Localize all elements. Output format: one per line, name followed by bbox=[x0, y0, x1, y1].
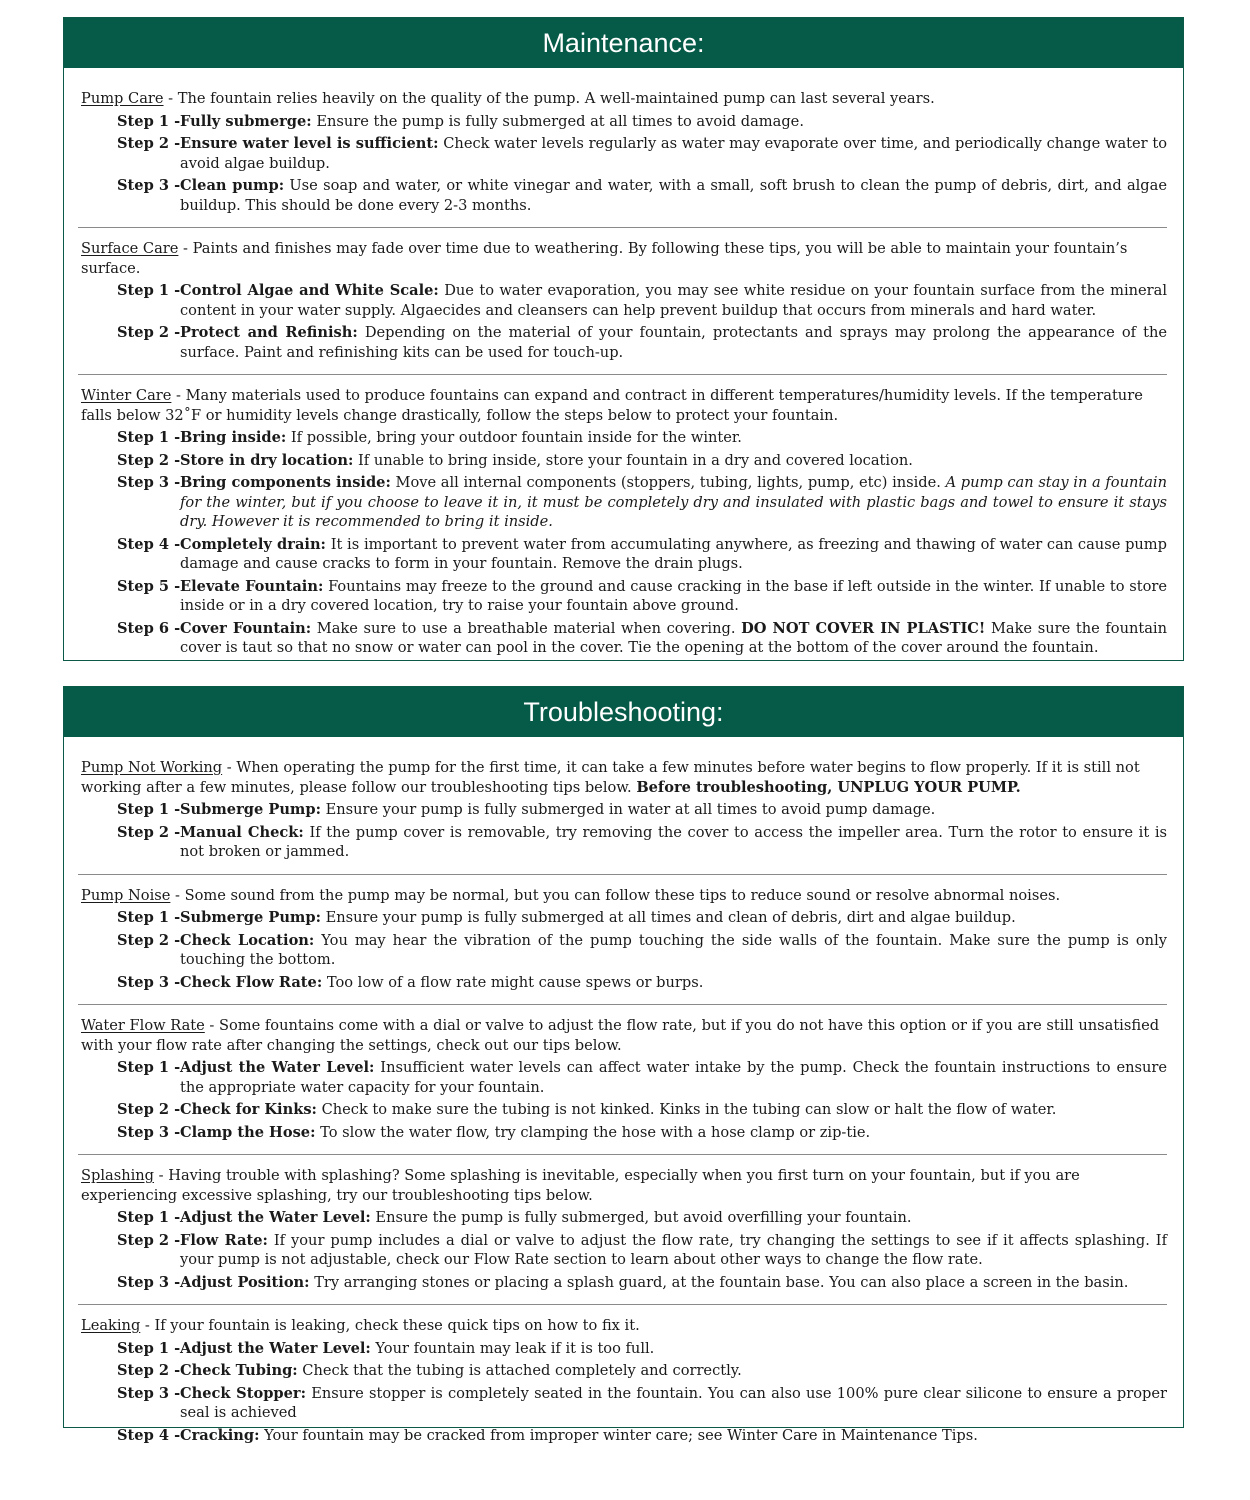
step-item bbox=[117, 1273, 1167, 1293]
step-heading: Cracking: bbox=[180, 1426, 260, 1444]
section bbox=[81, 1166, 1167, 1292]
section-intro-text: - The fountain relies heavily on the quality of the pump. A well-maintained pump can last several years. bbox=[163, 90, 935, 107]
step-heading: Clamp the Hose: bbox=[180, 1123, 316, 1141]
step-item bbox=[117, 619, 1167, 658]
step-heading: Manual Check: bbox=[180, 823, 304, 841]
step-number: Step 3 - bbox=[117, 1273, 181, 1291]
step-description: Insufficient water levels can affect water intake by the pump. Check the fountain instructions to ensure the appropriate water capacity for your fountain. bbox=[180, 1059, 1167, 1096]
step-description: Move all internal components (stoppers, tubing, lights, pump, etc) inside. bbox=[390, 474, 946, 491]
step-text bbox=[180, 1426, 1167, 1446]
maintenance-panel bbox=[63, 17, 1184, 661]
step-text bbox=[180, 1384, 1167, 1423]
step-number: Step 1 - bbox=[117, 112, 181, 130]
step-description: Your fountain may be cracked from improper winter care; see Winter Care in Maintenance Tips. bbox=[259, 1426, 978, 1444]
step-number: Step 3 - bbox=[117, 177, 181, 194]
step-description: To slow the water flow, try clamping the hose with a hose clamp or zip-tie. bbox=[315, 1123, 871, 1141]
section-divider bbox=[78, 1154, 1167, 1155]
step-text bbox=[180, 1339, 1167, 1359]
section-intro-warning: Before troubleshooting, UNPLUG YOUR PUMP. bbox=[636, 778, 1021, 796]
step-number: Step 2 - bbox=[117, 931, 181, 949]
step-item bbox=[117, 1426, 1167, 1446]
step-heading: Bring inside: bbox=[180, 429, 287, 446]
section bbox=[81, 239, 1167, 362]
section-divider bbox=[78, 874, 1167, 875]
section-intro-text: - If your fountain is leaking, check these quick tips on how to fix it. bbox=[140, 1317, 640, 1334]
section-intro bbox=[81, 758, 1167, 797]
step-number: Step 5 - bbox=[117, 577, 181, 595]
section-title: Splashing bbox=[81, 1167, 155, 1184]
step-item bbox=[117, 428, 1167, 448]
step-text bbox=[180, 619, 1167, 658]
step-text bbox=[180, 931, 1167, 970]
step-item bbox=[117, 112, 1167, 132]
step-description: If possible, bring your outdoor fountain inside for the winter. bbox=[286, 429, 742, 446]
step-text bbox=[180, 1123, 1167, 1143]
step-description: Check to make sure the tubing is not kinked. Kinks in the tubing can slow or halt the flow of water. bbox=[316, 1101, 1057, 1118]
step-number: Step 1 - bbox=[117, 1209, 181, 1226]
step-heading: Adjust Position: bbox=[180, 1273, 310, 1291]
step-heading: Check Flow Rate: bbox=[180, 973, 323, 991]
step-description: Try arranging stones or placing a splash guard, at the fountain base. You can also place a screen in the basin. bbox=[309, 1273, 1129, 1291]
step-text bbox=[180, 800, 1167, 820]
section-divider bbox=[78, 374, 1167, 375]
step-description: Too low of a flow rate might cause spews or burps. bbox=[322, 973, 704, 991]
step-number: Step 6 - bbox=[117, 619, 181, 637]
step-text bbox=[180, 1100, 1167, 1120]
step-item bbox=[117, 1231, 1167, 1270]
step-heading: Adjust the Water Level: bbox=[180, 1059, 375, 1076]
step-heading: Fully submerge: bbox=[180, 112, 312, 130]
step-description: Ensure the pump is fully submerged at all times to avoid damage. bbox=[311, 112, 804, 130]
step-description: Ensure stopper is completely seated in the fountain. You can also use 100% pure clear silicone to ensure a proper seal is achieved bbox=[180, 1384, 1167, 1421]
maintenance-title: Maintenance: bbox=[64, 18, 1183, 68]
section-divider bbox=[78, 1304, 1167, 1305]
step-number: Step 2 - bbox=[117, 1362, 181, 1379]
section-divider bbox=[78, 227, 1167, 228]
step-text bbox=[180, 908, 1167, 928]
step-heading: Protect and Refinish: bbox=[180, 324, 358, 341]
step-description: Ensure the pump is fully submerged, but avoid overfilling your fountain. bbox=[370, 1209, 912, 1226]
step-number: Step 2 - bbox=[117, 1101, 181, 1118]
step-text bbox=[180, 473, 1167, 532]
step-text bbox=[180, 1361, 1167, 1381]
step-heading: Submerge Pump: bbox=[180, 801, 321, 818]
step-number: Step 3 - bbox=[117, 1123, 181, 1141]
section-title: Pump Noise bbox=[81, 886, 171, 904]
section-title: Leaking bbox=[81, 1317, 141, 1334]
section bbox=[81, 1316, 1167, 1445]
step-heading: Check Location: bbox=[180, 931, 315, 949]
section-intro bbox=[81, 1166, 1167, 1205]
step-heading: Bring components inside: bbox=[180, 474, 391, 491]
step-item bbox=[117, 800, 1167, 820]
step-number: Step 3 - bbox=[117, 1384, 181, 1402]
step-text bbox=[180, 176, 1167, 215]
step-text bbox=[180, 1058, 1167, 1097]
step-heading: Check Stopper: bbox=[180, 1384, 306, 1402]
step-text bbox=[180, 281, 1167, 320]
step-text bbox=[180, 823, 1167, 862]
section bbox=[81, 886, 1167, 993]
step-description: Due to water evaporation, you may see white residue on your fountain surface from the mineral content in your water supply. Algaecides and cleansers can help prevent buildup that occurs from minerals and hard water. bbox=[180, 282, 1167, 319]
section-intro-text: - When operating the pump for the first time, it can take a few minutes before water begins to flow properly. If it is still not working after a few minutes, please follow our troubleshooting tips below. bbox=[81, 759, 1140, 796]
section-intro-text: - Many materials used to produce fountains can expand and contract in different temperatures/humidity levels. If the temperature falls below 32˚F or humidity levels change drastically, follow the steps below to protect your fountain. bbox=[81, 387, 1143, 424]
troubleshooting-panel bbox=[63, 686, 1184, 1444]
step-item bbox=[117, 535, 1167, 574]
section-intro bbox=[81, 386, 1167, 425]
step-item bbox=[117, 451, 1167, 471]
step-description: Fountains may freeze to the ground and cause cracking in the base if left outside in the winter. If unable to store inside or in a dry covered location, try to raise your fountain above ground. bbox=[180, 577, 1167, 614]
troubleshooting-body bbox=[64, 737, 1183, 1445]
step-item bbox=[117, 473, 1167, 532]
step-item bbox=[117, 1339, 1167, 1359]
section bbox=[81, 386, 1167, 658]
section-title: Surface Care bbox=[81, 240, 179, 257]
step-number: Step 2 - bbox=[117, 135, 181, 152]
step-text bbox=[180, 973, 1167, 993]
section-intro-text: - Having trouble with splashing? Some splashing is inevitable, especially when you first turn on your fountain, but if you are experiencing excessive splashing, try our troubleshooting tips below. bbox=[81, 1167, 1080, 1204]
step-number: Step 4 - bbox=[117, 535, 181, 553]
step-description: If unable to bring inside, store your fountain in a dry and covered location. bbox=[353, 451, 913, 469]
step-heading: Adjust the Water Level: bbox=[180, 1339, 371, 1357]
step-description: Make sure to use a breathable material when covering. bbox=[311, 619, 742, 637]
step-item bbox=[117, 176, 1167, 215]
step-description-cont: Make sure the fountain cover is taut so that no snow or water can pool in the cover. Tie the opening at the bottom of the cover around the fountain. bbox=[180, 619, 1167, 656]
step-number: Step 4 - bbox=[117, 1426, 181, 1444]
maintenance-body bbox=[64, 68, 1183, 658]
step-heading: Control Algae and White Scale: bbox=[180, 282, 439, 299]
step-text bbox=[180, 535, 1167, 574]
step-number: Step 1 - bbox=[117, 282, 181, 299]
step-heading: Completely drain: bbox=[180, 535, 326, 553]
step-number: Step 1 - bbox=[117, 1339, 181, 1357]
step-description: Depending on the material of your fountain, protectants and sprays may prolong the appearance of the surface. Paint and refinishing kits can be used for touch-up. bbox=[180, 324, 1167, 361]
step-note: A pump can stay in a fountain for the winter, but if you choose to leave it in, it must be completely dry and insulated with plastic bags and towel to ensure it stays dry. However it is recommended to bring it inside. bbox=[180, 474, 1167, 530]
step-heading: Store in dry location: bbox=[180, 451, 354, 469]
step-warning: DO NOT COVER IN PLASTIC! bbox=[741, 619, 986, 637]
section-intro bbox=[81, 1016, 1167, 1055]
step-heading: Check Tubing: bbox=[180, 1362, 298, 1379]
step-description: You may hear the vibration of the pump touching the side walls of the fountain. Make sure the pump is only touching the bottom. bbox=[180, 931, 1167, 968]
section-intro-text: - Some fountains come with a dial or valve to adjust the flow rate, but if you do not have this option or if you are still unsatisfied with your flow rate after changing the settings, check out our tips below. bbox=[81, 1017, 1160, 1054]
section bbox=[81, 758, 1167, 862]
step-text bbox=[180, 1208, 1167, 1228]
step-text bbox=[180, 323, 1167, 362]
section-intro bbox=[81, 1316, 1167, 1336]
step-item bbox=[117, 1058, 1167, 1097]
step-item bbox=[117, 577, 1167, 616]
step-heading: Ensure water level is sufficient: bbox=[180, 135, 439, 152]
step-description: Ensure your pump is fully submerged in water at all times to avoid pump damage. bbox=[320, 801, 936, 818]
step-item bbox=[117, 908, 1167, 928]
step-description: Ensure your pump is fully submerged at all times and clean of debris, dirt and algae buildup. bbox=[320, 909, 1016, 926]
section bbox=[81, 1016, 1167, 1142]
step-description: Use soap and water, or white vinegar and water, with a small, soft brush to clean the pump of debris, dirt, and algae buildup. This should be done every 2-3 months. bbox=[180, 177, 1167, 214]
step-number: Step 2 - bbox=[117, 1231, 181, 1249]
section-title: Water Flow Rate bbox=[81, 1017, 205, 1034]
step-item bbox=[117, 1100, 1167, 1120]
section-intro-text: - Paints and finishes may fade over time due to weathering. By following these tips, you will be able to maintain your fountain’s surface. bbox=[81, 240, 1128, 277]
step-text bbox=[180, 451, 1167, 471]
step-text bbox=[180, 428, 1167, 448]
section-intro bbox=[81, 886, 1167, 906]
step-heading: Elevate Fountain: bbox=[180, 577, 324, 595]
step-number: Step 1 - bbox=[117, 429, 181, 446]
step-number: Step 3 - bbox=[117, 474, 181, 491]
step-heading: Cover Fountain: bbox=[180, 619, 312, 637]
step-text bbox=[180, 112, 1167, 132]
step-item bbox=[117, 973, 1167, 993]
section-title: Pump Care bbox=[81, 90, 164, 107]
step-number: Step 2 - bbox=[117, 451, 181, 469]
step-heading: Check for Kinks: bbox=[180, 1101, 317, 1118]
step-item bbox=[117, 931, 1167, 970]
step-description: It is important to prevent water from accumulating anywhere, as freezing and thawing of water can cause pump damage and cause cracks to form in your fountain. Remove the drain plugs. bbox=[180, 535, 1167, 572]
step-heading: Submerge Pump: bbox=[180, 909, 321, 926]
step-item bbox=[117, 281, 1167, 320]
section-intro bbox=[81, 239, 1167, 278]
section-intro bbox=[81, 89, 1167, 109]
step-text bbox=[180, 1231, 1167, 1270]
step-text bbox=[180, 1273, 1167, 1293]
step-number: Step 1 - bbox=[117, 909, 181, 926]
step-text bbox=[180, 577, 1167, 616]
step-number: Step 1 - bbox=[117, 801, 181, 818]
step-description: If the pump cover is removable, try removing the cover to access the impeller area. Turn the rotor to ensure it is not broken or jammed. bbox=[180, 823, 1167, 860]
step-number: Step 2 - bbox=[117, 823, 181, 841]
step-item bbox=[117, 823, 1167, 862]
section-intro-text: - Some sound from the pump may be normal, but you can follow these tips to reduce sound or resolve abnormal noises. bbox=[170, 886, 1061, 904]
section bbox=[81, 89, 1167, 215]
step-description: If your pump includes a dial or valve to adjust the flow rate, try changing the settings to see if it affects splashing. If your pump is not adjustable, check our Flow Rate section to learn about other ways to change the flow rate. bbox=[180, 1231, 1167, 1268]
step-text bbox=[180, 134, 1167, 173]
step-item bbox=[117, 1384, 1167, 1423]
step-item bbox=[117, 134, 1167, 173]
section-title: Pump Not Working bbox=[81, 759, 223, 776]
section-title: Winter Care bbox=[81, 387, 172, 404]
step-heading: Clean pump: bbox=[180, 177, 285, 194]
step-item bbox=[117, 323, 1167, 362]
step-number: Step 2 - bbox=[117, 324, 181, 341]
section-divider bbox=[78, 1004, 1167, 1005]
step-description: Your fountain may leak if it is too full. bbox=[370, 1339, 655, 1357]
step-item bbox=[117, 1208, 1167, 1228]
step-description: Check water levels regularly as water may evaporate over time, and periodically change water to avoid algae buildup. bbox=[180, 135, 1168, 172]
troubleshooting-title: Troubleshooting: bbox=[64, 687, 1183, 737]
step-number: Step 1 - bbox=[117, 1059, 181, 1076]
step-number: Step 3 - bbox=[117, 973, 181, 991]
step-item bbox=[117, 1361, 1167, 1381]
step-item bbox=[117, 1123, 1167, 1143]
step-heading: Adjust the Water Level: bbox=[180, 1209, 371, 1226]
step-heading: Flow Rate: bbox=[180, 1231, 268, 1249]
step-description: Check that the tubing is attached completely and correctly. bbox=[297, 1362, 742, 1379]
